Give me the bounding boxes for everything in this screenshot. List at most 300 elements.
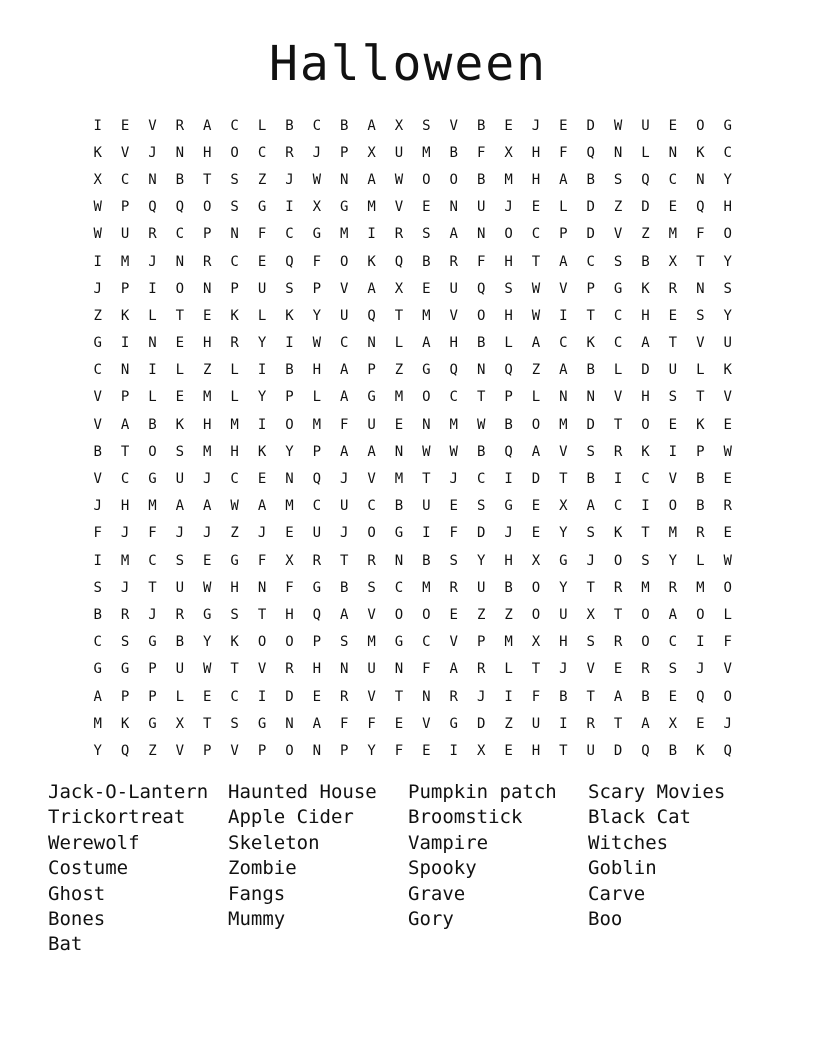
grid-letter[interactable]: V: [449, 634, 458, 651]
grid-letter[interactable]: E: [120, 117, 130, 134]
grid-letter[interactable]: O: [422, 606, 431, 623]
grid-letter[interactable]: C: [230, 688, 239, 705]
grid-letter[interactable]: U: [257, 280, 267, 297]
grid-letter[interactable]: F: [531, 688, 541, 705]
grid-letter[interactable]: S: [285, 280, 294, 297]
grid-letter[interactable]: J: [586, 552, 595, 569]
grid-letter[interactable]: Q: [476, 280, 486, 297]
grid-letter[interactable]: G: [257, 715, 267, 732]
grid-letter[interactable]: R: [148, 226, 157, 243]
grid-letter[interactable]: S: [586, 634, 595, 651]
grid-letter[interactable]: A: [120, 416, 130, 433]
grid-letter[interactable]: O: [422, 171, 431, 188]
grid-letter[interactable]: I: [641, 498, 650, 515]
grid-letter[interactable]: W: [203, 579, 212, 596]
grid-letter[interactable]: V: [723, 661, 732, 678]
grid-letter[interactable]: C: [476, 471, 486, 488]
grid-letter[interactable]: V: [613, 389, 623, 406]
grid-letter[interactable]: V: [93, 416, 102, 433]
grid-letter[interactable]: C: [613, 307, 623, 324]
grid-letter[interactable]: J: [148, 606, 157, 623]
grid-letter[interactable]: N: [285, 715, 294, 732]
grid-letter[interactable]: P: [120, 389, 130, 406]
grid-letter[interactable]: C: [394, 579, 404, 596]
grid-letter[interactable]: G: [257, 199, 267, 216]
grid-letter[interactable]: A: [339, 362, 349, 379]
grid-letter[interactable]: A: [422, 335, 431, 352]
grid-letter[interactable]: B: [586, 471, 595, 488]
grid-letter[interactable]: V: [613, 226, 623, 243]
grid-letter[interactable]: L: [696, 552, 705, 569]
grid-letter[interactable]: Y: [476, 552, 486, 569]
grid-letter[interactable]: R: [449, 688, 458, 705]
grid-letter[interactable]: U: [394, 144, 404, 161]
grid-letter[interactable]: I: [285, 199, 294, 216]
grid-letter[interactable]: N: [285, 471, 294, 488]
grid-letter[interactable]: I: [367, 226, 376, 243]
grid-letter[interactable]: Q: [312, 606, 322, 623]
grid-letter[interactable]: N: [148, 335, 157, 352]
grid-letter[interactable]: V: [257, 661, 267, 678]
grid-letter[interactable]: X: [531, 552, 541, 569]
grid-letter[interactable]: M: [504, 171, 513, 188]
grid-letter[interactable]: R: [285, 661, 294, 678]
grid-letter[interactable]: Y: [723, 253, 732, 270]
grid-letter[interactable]: A: [613, 688, 623, 705]
grid-letter[interactable]: O: [641, 634, 650, 651]
grid-letter[interactable]: W: [449, 443, 458, 460]
grid-letter[interactable]: R: [449, 253, 458, 270]
grid-letter[interactable]: V: [449, 307, 458, 324]
grid-letter[interactable]: K: [120, 715, 130, 732]
grid-letter[interactable]: O: [723, 226, 732, 243]
grid-letter[interactable]: N: [394, 552, 404, 569]
grid-letter[interactable]: T: [586, 688, 595, 705]
grid-letter[interactable]: T: [668, 335, 678, 352]
grid-letter[interactable]: A: [586, 498, 595, 515]
grid-letter[interactable]: S: [613, 253, 623, 270]
grid-letter[interactable]: C: [613, 335, 623, 352]
grid-letter[interactable]: L: [559, 199, 568, 216]
grid-letter[interactable]: E: [668, 416, 678, 433]
grid-letter[interactable]: E: [531, 199, 541, 216]
grid-letter[interactable]: E: [668, 307, 678, 324]
grid-letter[interactable]: R: [120, 606, 130, 623]
grid-letter[interactable]: N: [422, 416, 431, 433]
grid-letter[interactable]: Y: [285, 443, 294, 460]
grid-letter[interactable]: A: [339, 389, 349, 406]
grid-letter[interactable]: H: [120, 498, 130, 515]
grid-letter[interactable]: E: [504, 117, 513, 134]
grid-letter[interactable]: N: [559, 389, 568, 406]
grid-letter[interactable]: H: [230, 443, 239, 460]
grid-letter[interactable]: L: [230, 389, 239, 406]
grid-letter[interactable]: Q: [175, 199, 185, 216]
grid-letter[interactable]: U: [531, 715, 541, 732]
grid-letter[interactable]: E: [175, 389, 185, 406]
grid-letter[interactable]: A: [559, 171, 568, 188]
grid-letter[interactable]: O: [641, 606, 650, 623]
grid-letter[interactable]: O: [531, 416, 541, 433]
grid-letter[interactable]: B: [696, 471, 705, 488]
grid-letter[interactable]: G: [120, 661, 130, 678]
grid-letter[interactable]: E: [668, 199, 678, 216]
grid-letter[interactable]: F: [148, 525, 157, 542]
grid-letter[interactable]: T: [641, 525, 650, 542]
grid-letter[interactable]: G: [93, 661, 102, 678]
grid-letter[interactable]: L: [504, 661, 513, 678]
grid-letter[interactable]: Q: [367, 307, 376, 324]
grid-letter[interactable]: S: [586, 443, 595, 460]
grid-letter[interactable]: A: [559, 362, 568, 379]
grid-letter[interactable]: H: [203, 144, 212, 161]
grid-letter[interactable]: E: [285, 525, 294, 542]
grid-letter[interactable]: P: [586, 280, 595, 297]
grid-letter[interactable]: B: [93, 606, 102, 623]
grid-letter[interactable]: G: [312, 579, 322, 596]
grid-letter[interactable]: B: [93, 443, 102, 460]
grid-letter[interactable]: S: [723, 280, 732, 297]
grid-letter[interactable]: B: [668, 742, 678, 759]
grid-letter[interactable]: G: [93, 335, 102, 352]
grid-letter[interactable]: L: [531, 389, 541, 406]
grid-letter[interactable]: T: [257, 606, 267, 623]
grid-letter[interactable]: J: [723, 715, 732, 732]
grid-letter[interactable]: E: [257, 471, 267, 488]
grid-letter[interactable]: A: [531, 335, 541, 352]
grid-letter[interactable]: J: [148, 144, 157, 161]
grid-letter[interactable]: N: [257, 579, 267, 596]
grid-letter[interactable]: M: [93, 715, 102, 732]
grid-letter[interactable]: K: [586, 335, 595, 352]
grid-letter[interactable]: T: [394, 688, 404, 705]
grid-letter[interactable]: L: [312, 389, 322, 406]
letter-grid[interactable]: [84, 112, 741, 765]
grid-letter[interactable]: L: [504, 335, 513, 352]
grid-letter[interactable]: J: [120, 525, 130, 542]
grid-letter[interactable]: S: [586, 525, 595, 542]
grid-letter[interactable]: O: [422, 389, 431, 406]
grid-letter[interactable]: D: [285, 688, 294, 705]
grid-letter[interactable]: W: [93, 199, 102, 216]
grid-letter[interactable]: N: [668, 144, 678, 161]
grid-letter[interactable]: M: [394, 389, 404, 406]
grid-letter[interactable]: C: [230, 471, 239, 488]
grid-letter[interactable]: I: [93, 117, 102, 134]
grid-letter[interactable]: V: [93, 471, 102, 488]
grid-letter[interactable]: J: [203, 471, 212, 488]
grid-letter[interactable]: G: [148, 715, 157, 732]
grid-letter[interactable]: P: [339, 742, 349, 759]
grid-letter[interactable]: Z: [394, 362, 404, 379]
grid-letter[interactable]: M: [312, 416, 322, 433]
grid-letter[interactable]: S: [339, 634, 349, 651]
grid-letter[interactable]: J: [175, 525, 185, 542]
grid-letter[interactable]: E: [203, 552, 212, 569]
grid-letter[interactable]: H: [285, 606, 294, 623]
grid-letter[interactable]: O: [641, 416, 650, 433]
grid-letter[interactable]: R: [175, 606, 185, 623]
grid-letter[interactable]: Q: [504, 443, 513, 460]
grid-letter[interactable]: I: [613, 471, 623, 488]
grid-letter[interactable]: O: [531, 579, 541, 596]
grid-letter[interactable]: H: [203, 416, 212, 433]
grid-letter[interactable]: T: [613, 715, 623, 732]
grid-letter[interactable]: D: [613, 742, 623, 759]
grid-letter[interactable]: J: [696, 661, 705, 678]
grid-letter[interactable]: J: [93, 280, 102, 297]
grid-letter[interactable]: M: [559, 416, 568, 433]
grid-letter[interactable]: W: [230, 498, 239, 515]
grid-letter[interactable]: J: [203, 525, 212, 542]
grid-letter[interactable]: G: [422, 362, 431, 379]
grid-letter[interactable]: K: [120, 307, 130, 324]
grid-letter[interactable]: M: [394, 471, 404, 488]
grid-letter[interactable]: O: [203, 199, 212, 216]
grid-letter[interactable]: I: [504, 471, 513, 488]
grid-letter[interactable]: P: [476, 634, 486, 651]
grid-letter[interactable]: F: [476, 144, 486, 161]
grid-letter[interactable]: T: [394, 307, 404, 324]
grid-letter[interactable]: S: [175, 552, 185, 569]
grid-letter[interactable]: P: [120, 688, 130, 705]
grid-letter[interactable]: B: [641, 688, 650, 705]
grid-letter[interactable]: E: [668, 688, 678, 705]
grid-letter[interactable]: M: [285, 498, 294, 515]
grid-letter[interactable]: P: [230, 280, 239, 297]
grid-letter[interactable]: M: [668, 226, 678, 243]
grid-letter[interactable]: P: [148, 688, 157, 705]
grid-letter[interactable]: B: [394, 498, 404, 515]
grid-letter[interactable]: B: [285, 362, 294, 379]
grid-letter[interactable]: L: [175, 688, 185, 705]
grid-letter[interactable]: W: [312, 335, 322, 352]
grid-letter[interactable]: F: [559, 144, 568, 161]
grid-letter[interactable]: E: [559, 117, 568, 134]
grid-letter[interactable]: N: [613, 144, 623, 161]
grid-letter[interactable]: M: [504, 634, 513, 651]
grid-letter[interactable]: V: [367, 471, 376, 488]
grid-letter[interactable]: W: [531, 307, 541, 324]
grid-letter[interactable]: M: [449, 416, 458, 433]
grid-letter[interactable]: C: [586, 253, 595, 270]
grid-letter[interactable]: Y: [559, 525, 568, 542]
grid-letter[interactable]: C: [312, 498, 322, 515]
grid-letter[interactable]: A: [531, 443, 541, 460]
grid-letter[interactable]: R: [394, 226, 404, 243]
grid-letter[interactable]: V: [175, 742, 185, 759]
grid-letter[interactable]: V: [367, 688, 376, 705]
grid-letter[interactable]: F: [339, 715, 349, 732]
grid-letter[interactable]: C: [93, 634, 102, 651]
grid-letter[interactable]: Z: [613, 199, 623, 216]
grid-letter[interactable]: A: [367, 280, 376, 297]
grid-letter[interactable]: E: [723, 525, 732, 542]
grid-letter[interactable]: C: [668, 171, 678, 188]
grid-letter[interactable]: C: [93, 362, 102, 379]
grid-letter[interactable]: N: [422, 688, 431, 705]
grid-letter[interactable]: Y: [93, 742, 102, 759]
grid-letter[interactable]: W: [723, 552, 732, 569]
grid-letter[interactable]: M: [230, 416, 239, 433]
grid-letter[interactable]: I: [93, 552, 102, 569]
grid-letter[interactable]: T: [339, 552, 349, 569]
grid-letter[interactable]: E: [668, 117, 678, 134]
grid-letter[interactable]: I: [257, 362, 267, 379]
grid-letter[interactable]: I: [257, 688, 267, 705]
grid-letter[interactable]: X: [394, 280, 404, 297]
grid-letter[interactable]: X: [504, 144, 513, 161]
grid-letter[interactable]: H: [449, 335, 458, 352]
grid-letter[interactable]: B: [586, 362, 595, 379]
grid-letter[interactable]: P: [120, 199, 130, 216]
grid-letter[interactable]: N: [312, 742, 322, 759]
grid-letter[interactable]: E: [531, 498, 541, 515]
grid-letter[interactable]: T: [175, 307, 185, 324]
grid-letter[interactable]: J: [93, 498, 102, 515]
grid-letter[interactable]: E: [723, 471, 732, 488]
grid-letter[interactable]: R: [668, 280, 678, 297]
grid-letter[interactable]: T: [148, 579, 157, 596]
grid-letter[interactable]: E: [257, 253, 267, 270]
grid-letter[interactable]: U: [668, 362, 678, 379]
grid-letter[interactable]: O: [285, 634, 294, 651]
grid-letter[interactable]: R: [696, 525, 705, 542]
grid-letter[interactable]: B: [559, 688, 568, 705]
grid-letter[interactable]: J: [339, 471, 349, 488]
grid-letter[interactable]: Q: [696, 688, 705, 705]
grid-letter[interactable]: O: [285, 416, 294, 433]
grid-letter[interactable]: C: [148, 552, 157, 569]
grid-letter[interactable]: Q: [723, 742, 732, 759]
grid-letter[interactable]: B: [476, 171, 486, 188]
grid-letter[interactable]: F: [476, 253, 486, 270]
grid-letter[interactable]: J: [257, 525, 267, 542]
grid-letter[interactable]: F: [394, 742, 404, 759]
grid-letter[interactable]: M: [422, 579, 431, 596]
grid-letter[interactable]: A: [367, 171, 376, 188]
grid-letter[interactable]: X: [175, 715, 185, 732]
grid-letter[interactable]: S: [93, 579, 102, 596]
grid-letter[interactable]: J: [449, 471, 458, 488]
grid-letter[interactable]: R: [339, 688, 349, 705]
grid-letter[interactable]: F: [339, 416, 349, 433]
grid-letter[interactable]: J: [504, 199, 513, 216]
grid-letter[interactable]: U: [175, 471, 185, 488]
grid-letter[interactable]: K: [696, 742, 705, 759]
grid-letter[interactable]: B: [504, 416, 513, 433]
grid-letter[interactable]: V: [339, 280, 349, 297]
grid-letter[interactable]: E: [203, 307, 212, 324]
grid-letter[interactable]: Q: [641, 171, 650, 188]
grid-letter[interactable]: L: [148, 389, 157, 406]
grid-letter[interactable]: P: [367, 362, 376, 379]
grid-letter[interactable]: Q: [504, 362, 513, 379]
grid-letter[interactable]: W: [394, 171, 404, 188]
grid-letter[interactable]: P: [148, 661, 157, 678]
grid-letter[interactable]: M: [367, 199, 376, 216]
grid-letter[interactable]: Y: [367, 742, 376, 759]
grid-letter[interactable]: H: [641, 389, 650, 406]
grid-letter[interactable]: Z: [148, 742, 157, 759]
grid-letter[interactable]: Z: [476, 606, 486, 623]
grid-letter[interactable]: F: [285, 579, 294, 596]
grid-letter[interactable]: Q: [449, 362, 458, 379]
grid-letter[interactable]: Z: [641, 226, 650, 243]
grid-letter[interactable]: A: [203, 117, 212, 134]
grid-letter[interactable]: N: [203, 280, 212, 297]
grid-letter[interactable]: U: [339, 498, 349, 515]
grid-letter[interactable]: S: [120, 634, 130, 651]
grid-letter[interactable]: N: [175, 144, 185, 161]
grid-letter[interactable]: Z: [504, 606, 513, 623]
grid-letter[interactable]: C: [339, 335, 349, 352]
grid-letter[interactable]: E: [394, 715, 404, 732]
grid-letter[interactable]: Z: [531, 362, 541, 379]
grid-letter[interactable]: V: [367, 606, 376, 623]
grid-letter[interactable]: C: [120, 471, 130, 488]
grid-letter[interactable]: G: [559, 552, 568, 569]
grid-letter[interactable]: S: [613, 171, 623, 188]
grid-letter[interactable]: T: [696, 389, 705, 406]
grid-letter[interactable]: B: [641, 253, 650, 270]
grid-letter[interactable]: K: [367, 253, 376, 270]
grid-letter[interactable]: P: [312, 443, 322, 460]
grid-letter[interactable]: O: [285, 742, 294, 759]
grid-letter[interactable]: A: [367, 117, 376, 134]
grid-letter[interactable]: S: [504, 280, 513, 297]
grid-letter[interactable]: D: [641, 362, 650, 379]
grid-letter[interactable]: Q: [394, 253, 404, 270]
grid-letter[interactable]: M: [668, 525, 678, 542]
grid-letter[interactable]: R: [613, 634, 623, 651]
grid-letter[interactable]: Z: [257, 171, 267, 188]
grid-letter[interactable]: I: [422, 525, 431, 542]
grid-letter[interactable]: X: [93, 171, 102, 188]
grid-letter[interactable]: N: [120, 362, 130, 379]
grid-letter[interactable]: X: [367, 144, 376, 161]
grid-letter[interactable]: U: [175, 579, 185, 596]
grid-letter[interactable]: L: [257, 117, 267, 134]
grid-letter[interactable]: C: [449, 389, 458, 406]
grid-letter[interactable]: U: [312, 525, 322, 542]
grid-letter[interactable]: I: [668, 443, 678, 460]
grid-letter[interactable]: F: [257, 552, 267, 569]
grid-letter[interactable]: C: [668, 634, 678, 651]
grid-letter[interactable]: W: [422, 443, 431, 460]
grid-letter[interactable]: G: [230, 552, 239, 569]
grid-letter[interactable]: A: [668, 606, 678, 623]
grid-letter[interactable]: W: [93, 226, 102, 243]
grid-letter[interactable]: Y: [257, 335, 267, 352]
grid-letter[interactable]: R: [613, 579, 623, 596]
grid-letter[interactable]: R: [285, 144, 294, 161]
grid-letter[interactable]: Q: [641, 742, 650, 759]
grid-letter[interactable]: V: [148, 117, 157, 134]
grid-letter[interactable]: K: [696, 144, 705, 161]
grid-letter[interactable]: A: [339, 606, 349, 623]
grid-letter[interactable]: O: [257, 634, 267, 651]
grid-letter[interactable]: W: [312, 171, 322, 188]
grid-letter[interactable]: T: [531, 253, 541, 270]
grid-letter[interactable]: Q: [312, 471, 322, 488]
grid-letter[interactable]: U: [422, 498, 431, 515]
grid-letter[interactable]: C: [230, 253, 239, 270]
grid-letter[interactable]: V: [230, 742, 239, 759]
grid-letter[interactable]: Z: [93, 307, 102, 324]
grid-letter[interactable]: M: [339, 226, 349, 243]
grid-letter[interactable]: F: [449, 525, 458, 542]
